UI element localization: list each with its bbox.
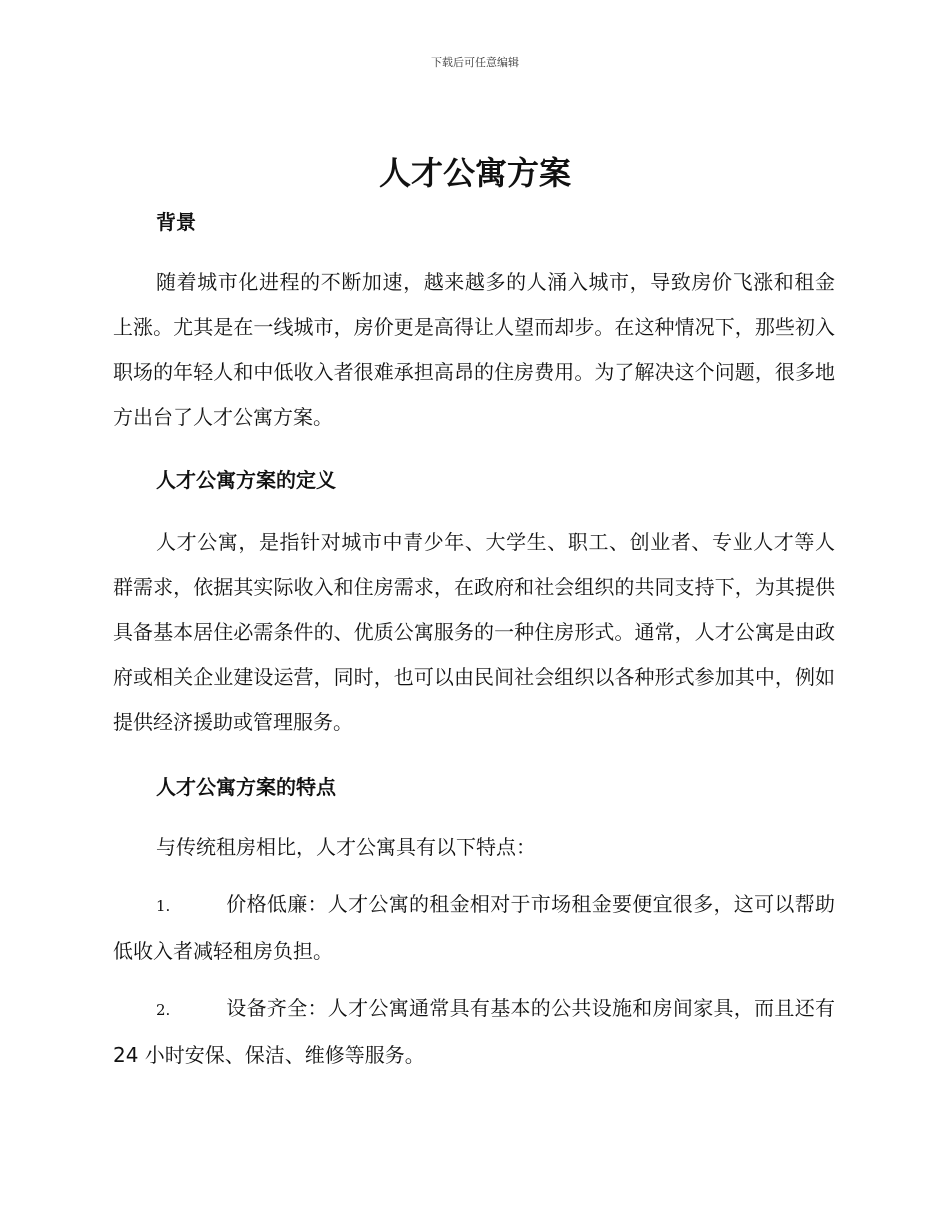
- list-item-number: 1.: [156, 897, 171, 915]
- document-title: 人才公寓方案: [378, 154, 571, 192]
- section-heading-definition: 人才公寓方案的定义: [156, 468, 336, 492]
- document-body: [113, 204, 835, 1078]
- section-heading-background: 背景: [156, 210, 196, 234]
- list-item: [113, 882, 835, 974]
- section-paragraph-features-intro: 与传统租房相比，人才公寓具有以下特点：: [156, 835, 536, 859]
- list-item-text: 设备齐全：人才公寓通常具有基本的公共设施和房间家具，而且还有 24 小时安保、保洁、维修等服务。: [113, 996, 835, 1067]
- list-item-text: 价格低廉：人才公寓的租金相对于市场租金要便宜很多，这可以帮助低收入者减轻租房负担。: [113, 892, 835, 963]
- page-header-note: 下载后可任意编辑: [431, 56, 519, 69]
- list-item: [113, 986, 835, 1078]
- section-heading-features: 人才公寓方案的特点: [156, 775, 336, 799]
- section-paragraph-definition: 人才公寓，是指针对城市中青少年、大学生、职工、创业者、专业人才等人群需求，依据其实际收入和住房需求，在政府和社会组织的共同支持下，为其提供具备基本居住必需条件的、优质公寓服务的一种住房形式。通常，人才公寓是由政府或相关企业建设运营，同时，也可以由民间社会组织以各种形式参加其中，例如提供经济援助或管理服务。: [113, 530, 835, 734]
- list-item-number: 2.: [156, 1001, 171, 1019]
- section-paragraph-background: 随着城市化进程的不断加速，越来越多的人涌入城市，导致房价飞涨和租金上涨。尤其是在一线城市，房价更是高得让人望而却步。在这种情况下，那些初入职场的年轻人和中低收入者很难承担高昂的住房费用。为了解决这个问题，很多地方出台了人才公寓方案。: [113, 270, 835, 429]
